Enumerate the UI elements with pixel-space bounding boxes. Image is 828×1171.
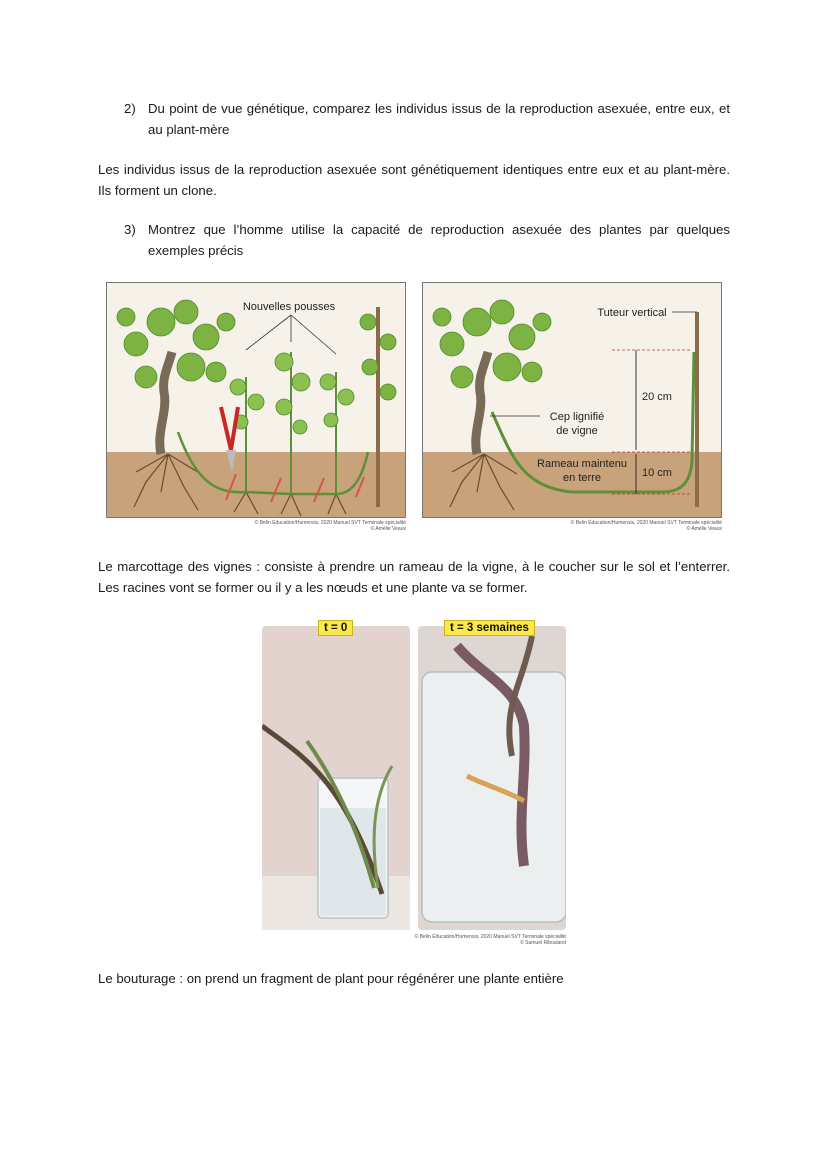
tag-t3-semaines: t = 3 semaines <box>444 620 535 636</box>
figure-layering <box>422 282 722 532</box>
question-3 <box>124 219 730 261</box>
credit-left: © Belin Éducation/Humensis, 2020 Manuel SVT Terminale spécialité © Amélie Veaux <box>254 520 406 532</box>
question-text: Du point de vue génétique, comparez les individus issus de la reproduction asexuée, entre eux, et au plant-mère <box>148 101 730 137</box>
label-rameau-1: Rameau maintenu <box>537 458 627 470</box>
label-nouvelles-pousses: Nouvelles pousses <box>242 301 336 313</box>
cuttings-photos <box>262 626 566 932</box>
credit-right: © Belin Éducation/Humensis, 2020 Manuel SVT Terminale spécialité © Amélie Veaux <box>570 520 722 532</box>
answer-marcottage: Le marcottage des vignes : consiste à prendre un rameau de la vigne, à le coucher sur le sol et l’enterrer. Les racines vont se former ou il y a les nœuds et une plante va se former. <box>98 559 730 595</box>
answer-bouturage: Le bouturage : on prend un fragment de plant pour régénérer une plante entière <box>98 971 564 986</box>
label-cep-2: de vigne <box>556 425 598 437</box>
figure-new-shoots <box>106 282 406 532</box>
answer-2: Les individus issus de la reproduction asexuée sont génétiquement identiques entre eux et au plant-mère. Ils forment un clone. <box>98 162 730 198</box>
label-10cm: 10 cm <box>642 467 672 479</box>
credit-photos: © Belin Éducation/Humensis, 2020 Manuel SVT Terminale spécialité © Samuel Ribouland <box>414 934 566 946</box>
question-text: Montrez que l’homme utilise la capacité de reproduction asexuée des plantes par quelques exemples précis <box>148 222 730 258</box>
label-20cm: 20 cm <box>642 391 672 403</box>
label-tuteur: Tuteur vertical <box>597 307 667 319</box>
question-number: 3) <box>124 222 136 237</box>
new-shoots-illustration <box>106 282 406 518</box>
label-rameau-2: en terre <box>563 472 601 484</box>
layering-illustration <box>422 282 722 518</box>
tag-t0: t = 0 <box>318 620 353 636</box>
figure-cuttings-photos <box>262 622 566 946</box>
question-2 <box>124 98 730 140</box>
question-number: 2) <box>124 101 136 116</box>
label-cep-1: Cep lignifié <box>549 411 605 423</box>
